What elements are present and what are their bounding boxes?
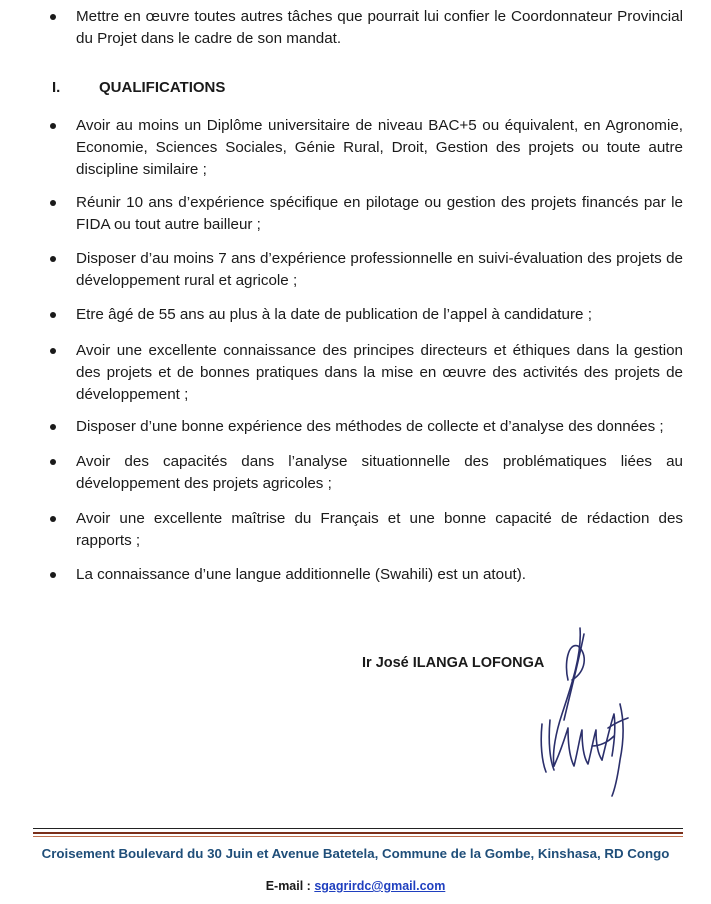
list-item-text: Réunir 10 ans d’expérience spécifique en pilotage ou gestion des projets financés par le FIDA ou tout autre bailleur ; xyxy=(76,194,683,233)
footer-email-link[interactable]: sgagrirdc@gmail.com xyxy=(314,879,446,893)
section-number: I. xyxy=(52,79,61,96)
bullet-dot xyxy=(50,14,56,20)
bullet-dot xyxy=(50,572,56,578)
list-item-text: Avoir une excellente maîtrise du Français et une bonne capacité de rédaction des rapports ; xyxy=(76,510,683,549)
list-item-text: Avoir une excellente connaissance des principes directeurs et éthiques dans la gestion des projets et de bonnes pratiques dans la mise en œuvre des activités des projets de développement ; xyxy=(76,342,683,403)
bullet-dot xyxy=(50,200,56,206)
footer-email-line xyxy=(0,879,711,893)
bullet-dot xyxy=(50,348,56,354)
list-item-text: Disposer d’au moins 7 ans d’expérience professionnelle en suivi-évaluation des projets de développement rural et agricole ; xyxy=(76,250,683,289)
bullet-dot xyxy=(50,516,56,522)
list-item-text: Etre âgé de 55 ans au plus à la date de publication de l’appel à candidature ; xyxy=(76,306,592,323)
bullet-dot xyxy=(50,424,56,430)
bullet-dot xyxy=(50,256,56,262)
section-title: QUALIFICATIONS xyxy=(99,79,226,96)
footer-divider xyxy=(33,828,683,829)
intro-bullet-text: Mettre en œuvre toutes autres tâches que pourrait lui confier le Coordonnateur Provincial du Projet dans le cadre de son mandat. xyxy=(76,8,683,47)
bullet-dot xyxy=(50,123,56,129)
footer-divider xyxy=(33,832,683,834)
bullet-dot xyxy=(50,459,56,465)
handwritten-signature xyxy=(528,624,638,800)
list-item-text: La connaissance d’une langue additionnelle (Swahili) est un atout). xyxy=(76,566,527,583)
list-item-text: Avoir des capacités dans l’analyse situationnelle des problématiques liées au développement des projets agricoles ; xyxy=(76,453,683,492)
footer-divider xyxy=(33,836,683,837)
bullet-dot xyxy=(50,312,56,318)
signatory-name: Ir José ILANGA LOFONGA xyxy=(362,655,545,671)
footer-email-label: E-mail : xyxy=(265,879,311,893)
footer-address: Croisement Boulevard du 30 Juin et Avenue Batetela, Commune de la Gombe, Kinshasa, RD Congo xyxy=(41,846,670,861)
list-item-text: Disposer d’une bonne expérience des méthodes de collecte et d’analyse des données ; xyxy=(76,418,664,435)
list-item-text: Avoir au moins un Diplôme universitaire de niveau BAC+5 ou équivalent, en Agronomie, Economie, Sciences Sociales, Génie Rural, Droit, Gestion des projets ou toute autre discipline similaire ; xyxy=(76,117,683,178)
